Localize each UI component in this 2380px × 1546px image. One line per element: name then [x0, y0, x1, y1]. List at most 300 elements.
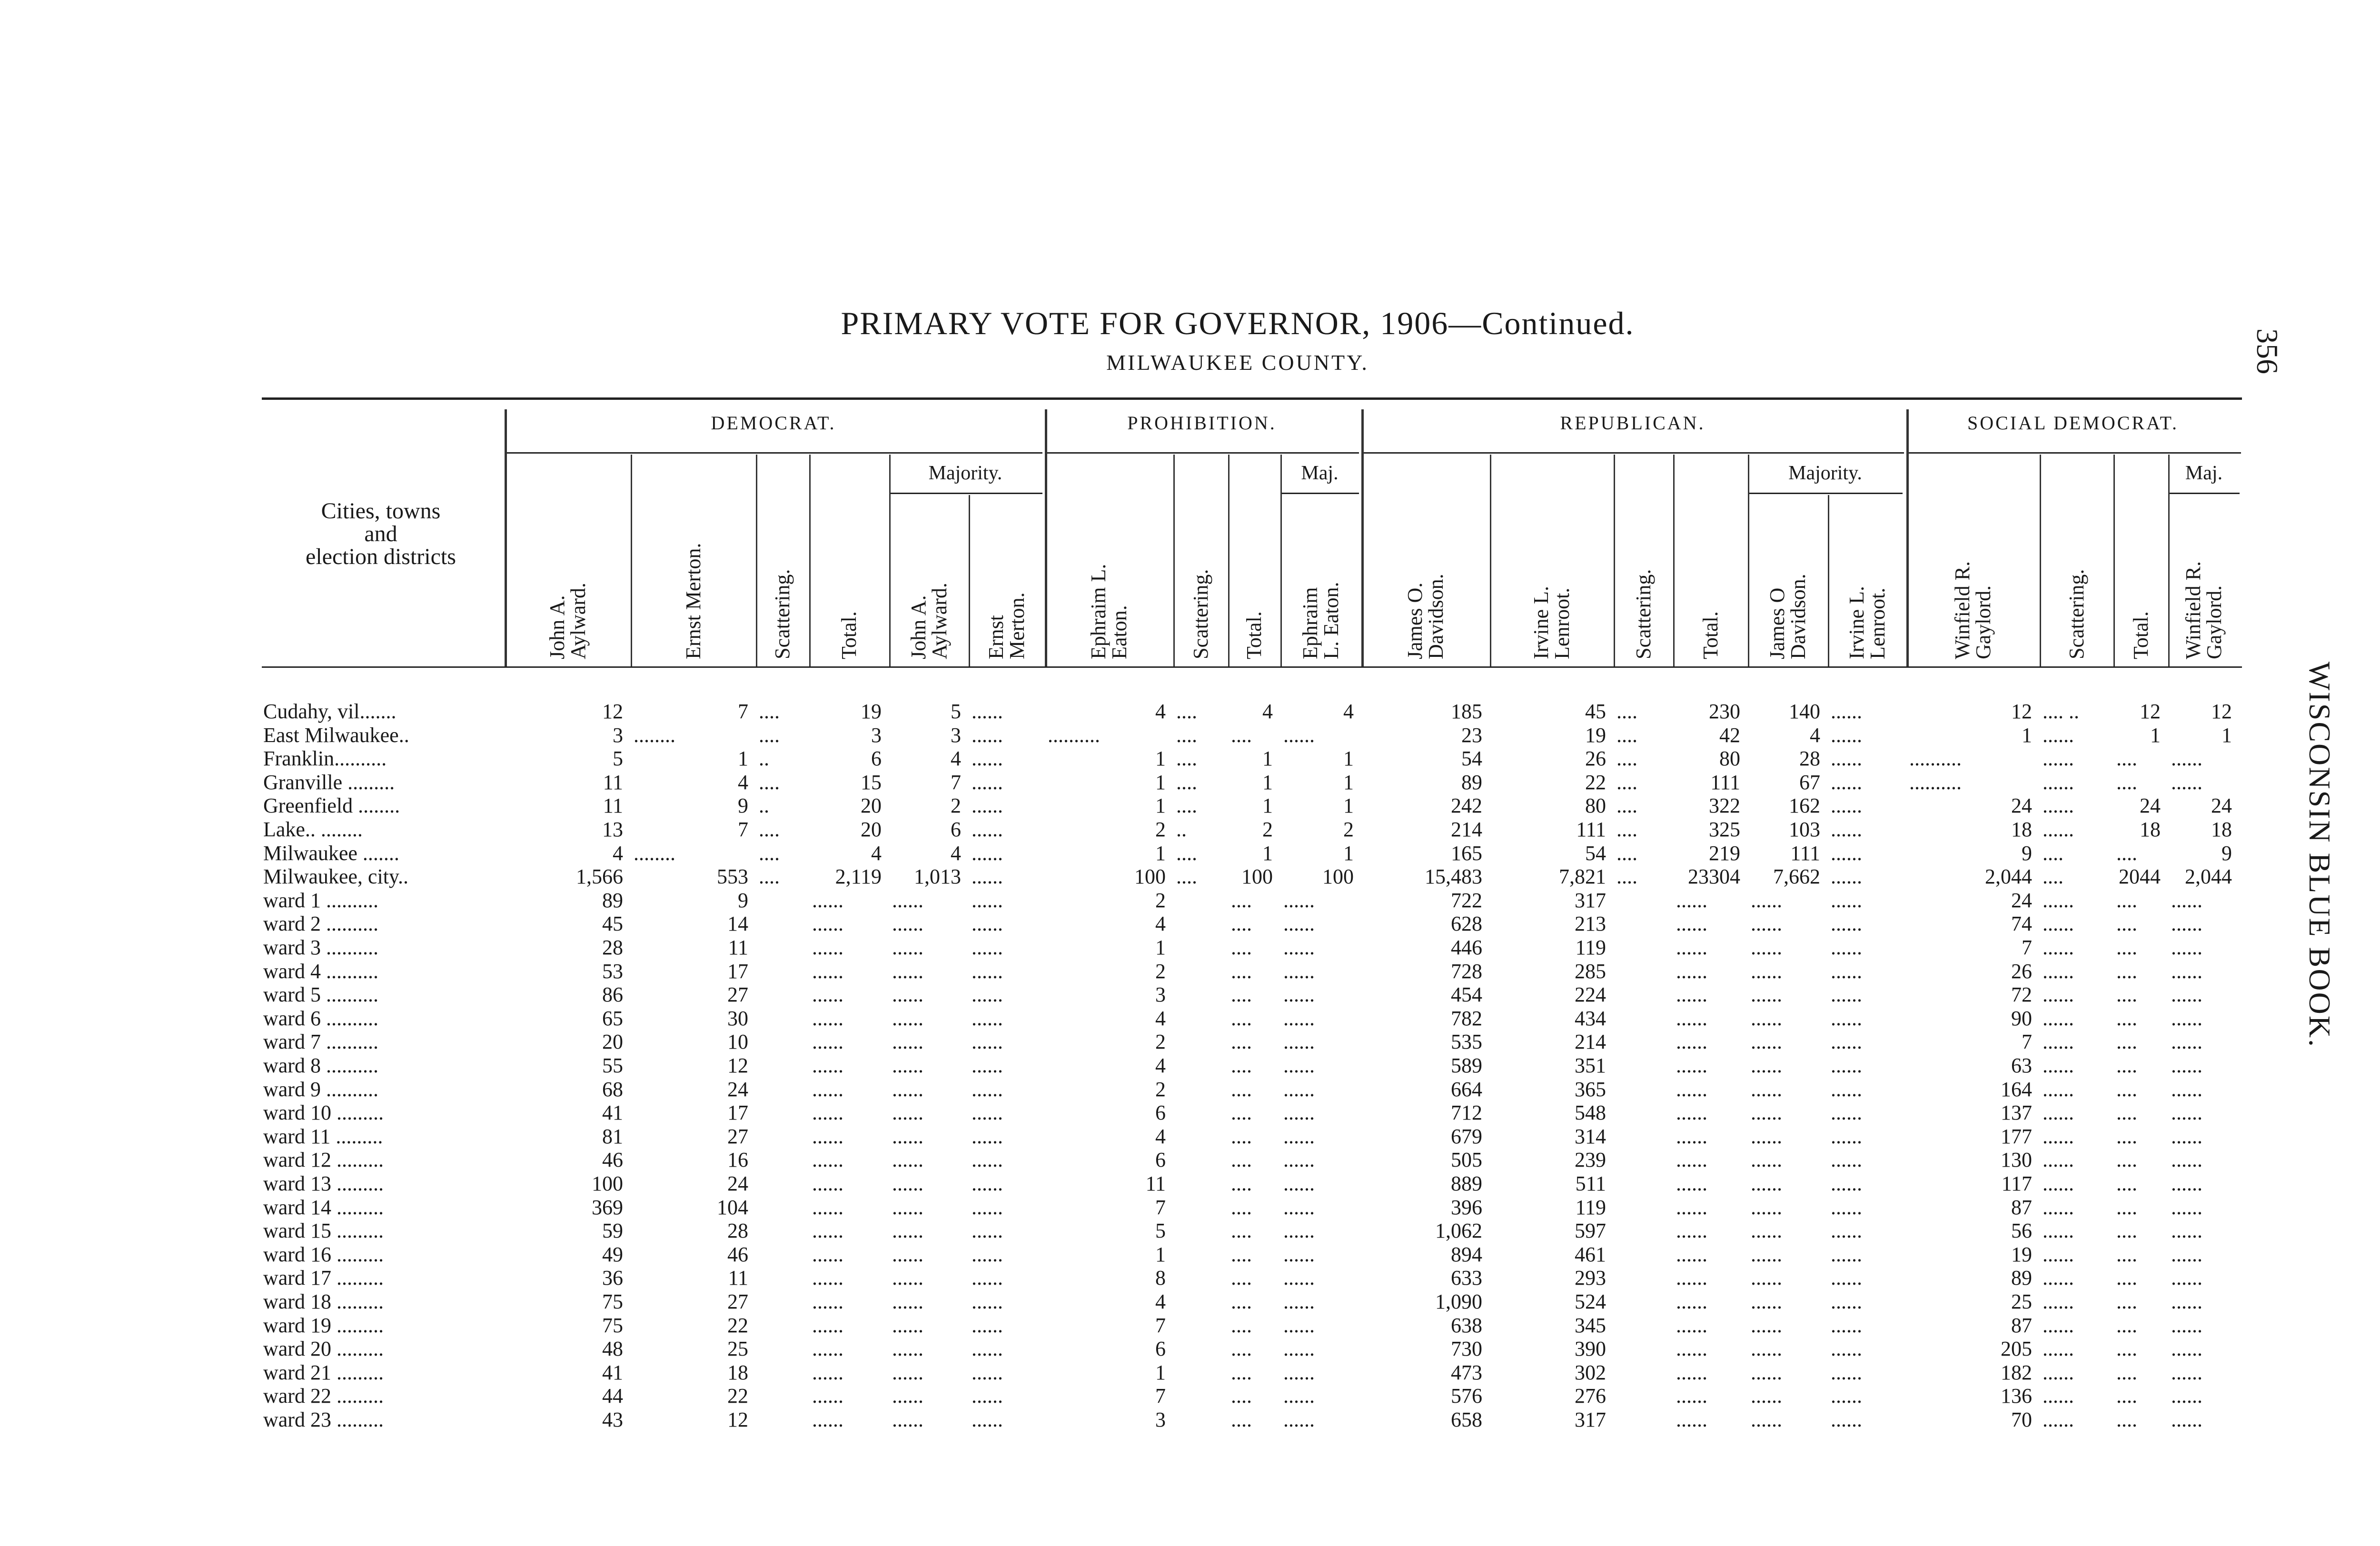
party-social-democrat: SOCIAL DEMOCRAT.: [1967, 412, 2179, 434]
majority-rep: Majority.: [1788, 462, 1862, 484]
column-header-line: Winfield R.: [1951, 561, 1974, 659]
table-cell: 75: [602, 1290, 623, 1313]
table-cell: ....: [2116, 912, 2137, 936]
table-cell: ....: [1231, 1054, 1252, 1077]
table-cell: 2: [1343, 818, 1354, 841]
table-cell: ......: [812, 888, 843, 912]
table-cell: ......: [812, 959, 843, 983]
table-cell: ......: [972, 1054, 1003, 1077]
table-cell: 28: [727, 1219, 748, 1243]
table-cell: 314: [1575, 1124, 1606, 1148]
table-cell: 182: [2001, 1360, 2032, 1384]
row-label: ward 5 ..........: [263, 983, 378, 1007]
table-cell: ......: [2171, 959, 2202, 983]
table-cell: 15,483: [1425, 865, 1482, 889]
column-header-line: Winfield R.: [2182, 561, 2205, 659]
table-cell: 5: [1155, 1219, 1166, 1243]
table-cell: ........: [634, 723, 675, 747]
table-cell: 276: [1575, 1384, 1606, 1408]
table-cell: ......: [1831, 959, 1862, 983]
table-cell: 317: [1575, 888, 1606, 912]
table-cell: ......: [972, 1337, 1003, 1361]
column-header: [2066, 569, 2087, 659]
table-cell: ..: [759, 747, 769, 771]
table-cell: ......: [1283, 1266, 1315, 1290]
table-cell: 6: [1155, 1101, 1166, 1125]
table-cell: ......: [1283, 1242, 1315, 1266]
table-cell: 1: [1343, 747, 1354, 771]
table-cell: ......: [1831, 1124, 1862, 1148]
table-cell: 1: [1262, 747, 1273, 771]
table-cell: 137: [2001, 1101, 2032, 1125]
table-cell: 12: [602, 700, 623, 723]
table-cell: ....: [2116, 1219, 2137, 1243]
table-cell: 2: [1155, 888, 1166, 912]
table-cell: ......: [1831, 1242, 1862, 1266]
table-cell: ....: [2116, 1054, 2137, 1077]
table-cell: ......: [1831, 1172, 1862, 1195]
column-header-line: Eaton.: [1108, 605, 1131, 659]
table-cell: 524: [1575, 1290, 1606, 1313]
table-cell: ......: [972, 1384, 1003, 1408]
row-label: ward 6 ..........: [263, 1006, 378, 1030]
table-cell: ......: [1831, 1054, 1862, 1077]
table-cell: 87: [2011, 1313, 2032, 1337]
table-cell: ......: [1283, 1006, 1315, 1030]
column-divider: [1490, 455, 1491, 666]
column-divider: [756, 455, 757, 666]
table-cell: ....: [1231, 1006, 1252, 1030]
table-cell: ......: [1283, 1408, 1315, 1431]
table-cell: ......: [1283, 983, 1315, 1007]
row-label: Cudahy, vil.......: [263, 700, 397, 723]
table-cell: 728: [1451, 959, 1482, 983]
table-cell: 9: [738, 888, 748, 912]
table-cell: ......: [1283, 1124, 1315, 1148]
table-cell: ......: [1283, 1195, 1315, 1219]
table-cell: 214: [1575, 1030, 1606, 1054]
table-cell: 230: [1709, 700, 1740, 723]
table-cell: 446: [1451, 936, 1482, 959]
table-cell: ....: [2116, 1006, 2137, 1030]
table-cell: 1: [1343, 794, 1354, 818]
row-label: ward 2 ..........: [263, 912, 378, 936]
table-cell: 70: [2011, 1408, 2032, 1431]
table-cell: 24: [2211, 794, 2232, 818]
table-cell: ......: [892, 936, 923, 959]
table-cell: ......: [2043, 1124, 2074, 1148]
table-cell: ......: [2171, 1337, 2202, 1361]
table-cell: 1: [1343, 841, 1354, 865]
table-cell: 365: [1575, 1077, 1606, 1101]
table-cell: ......: [812, 1313, 843, 1337]
table-cell: 24: [2011, 794, 2032, 818]
table-cell: 20: [602, 1030, 623, 1054]
table-cell: ......: [2043, 1266, 2074, 1290]
table-cell: 6: [951, 818, 961, 841]
table-cell: 889: [1451, 1172, 1482, 1195]
table-cell: 1,013: [914, 865, 961, 889]
table-cell: ......: [812, 1077, 843, 1101]
table-cell: 103: [1789, 818, 1820, 841]
table-cell: 10: [727, 1030, 748, 1054]
table-cell: ......: [2043, 1101, 2074, 1125]
table-cell: 23: [1461, 723, 1482, 747]
table-cell: ....: [1231, 888, 1252, 912]
table-cell: 18: [2011, 818, 2032, 841]
table-cell: ......: [1283, 1384, 1315, 1408]
table-cell: ......: [1751, 1006, 1782, 1030]
table-cell: ....: [1616, 818, 1637, 841]
row-label: Franklin..........: [263, 747, 387, 771]
table-cell: ......: [2043, 1313, 2074, 1337]
table-cell: ......: [892, 1101, 923, 1125]
table-cell: 1: [1155, 936, 1166, 959]
table-cell: 205: [2001, 1337, 2032, 1361]
table-cell: 87: [2011, 1195, 2032, 1219]
table-cell: 43: [602, 1408, 623, 1431]
table-cell: ......: [812, 1219, 843, 1243]
table-cell: ....: [1231, 959, 1252, 983]
table-cell: ......: [812, 1266, 843, 1290]
column-divider: [1173, 455, 1175, 666]
table-cell: 25: [2011, 1290, 2032, 1313]
table-cell: ......: [972, 700, 1003, 723]
table-cell: ....: [1231, 983, 1252, 1007]
table-cell: ......: [972, 841, 1003, 865]
table-cell: 111: [1576, 818, 1606, 841]
table-cell: ......: [812, 1337, 843, 1361]
table-cell: ......: [2043, 770, 2074, 794]
column-header-line: Scattering.: [1189, 569, 1212, 659]
table-cell: 1,090: [1435, 1290, 1482, 1313]
table-cell: 4: [1155, 912, 1166, 936]
table-cell: 548: [1575, 1101, 1606, 1125]
table-cell: 4: [738, 770, 748, 794]
table-cell: 74: [2011, 912, 2032, 936]
table-cell: ......: [1283, 1360, 1315, 1384]
table-cell: ......: [2043, 1384, 2074, 1408]
column-header-line: Aylward.: [927, 583, 951, 659]
column-header-line: Ephraim L.: [1087, 564, 1110, 659]
table-cell: 7: [738, 700, 748, 723]
table-cell: 730: [1451, 1337, 1482, 1361]
table-cell: 11: [728, 1266, 748, 1290]
table-cell: 434: [1575, 1006, 1606, 1030]
table-cell: ......: [2171, 1242, 2202, 1266]
table-cell: ......: [1283, 1313, 1315, 1337]
table-cell: ......: [1676, 1195, 1707, 1219]
table-cell: ......: [2171, 1006, 2202, 1030]
table-cell: ......: [892, 1384, 923, 1408]
table-cell: ......: [892, 1148, 923, 1172]
row-label: ward 15 .........: [263, 1219, 384, 1243]
table-cell: 242: [1451, 794, 1482, 818]
table-cell: ......: [1831, 1266, 1862, 1290]
table-cell: 24: [2140, 794, 2161, 818]
table-cell: 633: [1451, 1266, 1482, 1290]
table-cell: ......: [1831, 1030, 1862, 1054]
table-cell: 1: [1155, 770, 1166, 794]
table-cell: 22: [727, 1384, 748, 1408]
table-cell: ......: [1751, 1242, 1782, 1266]
table-cell: ......: [2171, 1195, 2202, 1219]
table-cell: ......: [812, 1408, 843, 1431]
column-divider: [1906, 409, 1909, 666]
table-cell: ......: [1831, 770, 1862, 794]
table-cell: ....: [1231, 1408, 1252, 1431]
rule-majority-pro: [1280, 493, 1359, 494]
table-cell: ....: [1231, 723, 1252, 747]
table-cell: ....: [1231, 1360, 1252, 1384]
table-cell: 597: [1575, 1219, 1606, 1243]
table-cell: 7: [951, 770, 961, 794]
table-cell: ......: [1831, 936, 1862, 959]
column-header: [772, 569, 793, 659]
table-cell: 117: [2001, 1172, 2032, 1195]
table-cell: ....: [1616, 794, 1637, 818]
table-cell: ......: [1751, 1195, 1782, 1219]
column-header: [908, 583, 950, 659]
table-cell: 722: [1451, 888, 1482, 912]
table-cell: 17: [727, 1101, 748, 1125]
table-cell: 345: [1575, 1313, 1606, 1337]
table-cell: 89: [1461, 770, 1482, 794]
table-cell: ......: [2171, 1408, 2202, 1431]
table-cell: 75: [602, 1313, 623, 1337]
table-cell: 27: [727, 1290, 748, 1313]
table-cell: ......: [2171, 1172, 2202, 1195]
table-cell: ......: [2043, 936, 2074, 959]
table-cell: ......: [2171, 1360, 2202, 1384]
table-cell: ......: [972, 1242, 1003, 1266]
table-cell: 23304: [1688, 865, 1740, 889]
table-cell: ......: [972, 1360, 1003, 1384]
table-cell: ....: [1616, 723, 1637, 747]
table-cell: ......: [892, 1054, 923, 1077]
table-cell: ....: [1176, 770, 1197, 794]
table-cell: ......: [892, 1030, 923, 1054]
table-cell: ......: [972, 1172, 1003, 1195]
table-cell: ......: [2171, 1030, 2202, 1054]
table-cell: ......: [1831, 700, 1862, 723]
column-header: [1531, 586, 1573, 659]
header-bottom-rule: [262, 666, 2242, 668]
table-cell: 3: [613, 723, 623, 747]
table-cell: ......: [2171, 1313, 2202, 1337]
row-header: [262, 500, 500, 568]
column-divider: [1045, 409, 1047, 666]
table-cell: 164: [2001, 1077, 2032, 1101]
table-cell: ..: [1176, 818, 1187, 841]
table-cell: ....: [1231, 1030, 1252, 1054]
column-header-line: John A.: [906, 595, 930, 659]
table-cell: 6: [871, 747, 882, 771]
row-label: ward 3 ..........: [263, 936, 378, 959]
table-cell: ....: [1176, 747, 1197, 771]
rule-republican: [1364, 452, 1904, 454]
table-cell: ......: [972, 1290, 1003, 1313]
table-cell: ......: [2043, 723, 2074, 747]
table-cell: ......: [892, 1124, 923, 1148]
table-cell: ......: [972, 1030, 1003, 1054]
table-cell: ......: [2043, 1219, 2074, 1243]
table-cell: 185: [1451, 700, 1482, 723]
table-cell: ....: [2116, 1290, 2137, 1313]
table-cell: 325: [1709, 818, 1740, 841]
column-header-line: Davidson.: [1424, 574, 1448, 659]
table-cell: 22: [1585, 770, 1606, 794]
table-cell: ......: [1831, 1219, 1862, 1243]
table-cell: ....: [2116, 983, 2137, 1007]
column-divider: [1280, 455, 1282, 666]
table-cell: 100: [1322, 865, 1354, 889]
column-header-line: Davidson.: [1786, 574, 1810, 659]
table-cell: 111: [1790, 841, 1820, 865]
column-header-line: Scattering.: [771, 569, 794, 659]
table-cell: ....: [1616, 841, 1637, 865]
table-cell: ....: [1231, 1290, 1252, 1313]
table-cell: ....: [1176, 841, 1197, 865]
table-cell: 505: [1451, 1148, 1482, 1172]
table-cell: ......: [1751, 1124, 1782, 1148]
table-cell: 111: [1710, 770, 1740, 794]
row-label: Granville .........: [263, 770, 395, 794]
table-cell: ......: [1676, 1124, 1707, 1148]
column-header-line: Ephraim: [1299, 587, 1322, 659]
table-cell: 19: [861, 700, 882, 723]
table-cell: ....: [1231, 1172, 1252, 1195]
column-header: [1405, 574, 1447, 659]
column-header: [1767, 574, 1809, 659]
row-label: ward 12 .........: [263, 1148, 384, 1172]
table-cell: ....: [2116, 1242, 2137, 1266]
table-cell: ......: [1751, 983, 1782, 1007]
table-cell: ......: [1751, 936, 1782, 959]
table-cell: 89: [2011, 1266, 2032, 1290]
table-cell: ......: [812, 1124, 843, 1148]
table-cell: 7: [1155, 1313, 1166, 1337]
table-cell: 6: [1155, 1337, 1166, 1361]
table-cell: ......: [1831, 1360, 1862, 1384]
table-cell: 1: [2022, 723, 2032, 747]
table-cell: ....: [2043, 841, 2063, 865]
table-cell: ......: [812, 1006, 843, 1030]
table-cell: ......: [972, 959, 1003, 983]
row-header-line: Cities, towns: [321, 498, 441, 524]
table-cell: ......: [812, 983, 843, 1007]
table-cell: ......: [972, 1077, 1003, 1101]
table-cell: 4: [1155, 1054, 1166, 1077]
table-cell: 119: [1575, 1195, 1606, 1219]
table-cell: ......: [1283, 959, 1315, 983]
table-cell: ......: [1751, 959, 1782, 983]
rule-majority-dem: [889, 493, 1042, 494]
table-cell: ......: [1283, 1290, 1315, 1313]
table-cell: ....: [1616, 700, 1637, 723]
column-header-line: Total.: [1242, 611, 1266, 659]
table-cell: ....: [1231, 1077, 1252, 1101]
table-cell: 44: [602, 1384, 623, 1408]
table-cell: ......: [812, 1195, 843, 1219]
table-cell: ......: [2171, 1124, 2202, 1148]
table-cell: 54: [1461, 747, 1482, 771]
column-divider: [1748, 455, 1749, 666]
table-cell: ....: [1176, 794, 1197, 818]
row-label: ward 4 ..........: [263, 959, 378, 983]
column-header-line: Ernst: [984, 615, 1008, 659]
table-cell: 5: [613, 747, 623, 771]
table-cell: ....: [2116, 1266, 2137, 1290]
table-cell: ......: [972, 770, 1003, 794]
table-cell: ......: [1676, 1030, 1707, 1054]
majority-pro: Maj.: [1301, 462, 1339, 484]
table-cell: 2,119: [835, 865, 882, 889]
column-divider: [1828, 495, 1829, 666]
table-cell: ......: [2043, 794, 2074, 818]
table-cell: 1: [1155, 1242, 1166, 1266]
column-header: [1088, 564, 1130, 659]
table-cell: ......: [1751, 1101, 1782, 1125]
column-header: [2183, 561, 2225, 659]
table-cell: 1: [1262, 841, 1273, 865]
table-cell: 2: [1262, 818, 1273, 841]
table-cell: ......: [972, 865, 1003, 889]
table-cell: ......: [812, 1030, 843, 1054]
table-cell: ....: [2116, 841, 2137, 865]
table-cell: 461: [1575, 1242, 1606, 1266]
column-header-line: Total.: [1698, 611, 1722, 659]
table-cell: ......: [1283, 1337, 1315, 1361]
table-cell: 9: [2022, 841, 2032, 865]
table-cell: 20: [861, 818, 882, 841]
table-cell: 20: [861, 794, 882, 818]
table-cell: ....: [2116, 747, 2137, 771]
table-cell: ....: [1616, 770, 1637, 794]
table-cell: 317: [1575, 1408, 1606, 1431]
table-cell: 36: [602, 1266, 623, 1290]
table-cell: 27: [727, 1124, 748, 1148]
table-cell: ......: [1676, 912, 1707, 936]
table-cell: 63: [2011, 1054, 2032, 1077]
table-cell: 369: [592, 1195, 623, 1219]
row-label: ward 23 .........: [263, 1408, 384, 1431]
table-cell: ......: [972, 818, 1003, 841]
table-cell: 664: [1451, 1077, 1482, 1101]
table-cell: ..: [759, 794, 769, 818]
table-cell: 12: [727, 1408, 748, 1431]
table-cell: ......: [2043, 1195, 2074, 1219]
table-cell: ......: [972, 1195, 1003, 1219]
table-cell: ......: [892, 888, 923, 912]
table-cell: 4: [951, 747, 961, 771]
table-cell: ....: [759, 818, 780, 841]
table-cell: ......: [2043, 1172, 2074, 1195]
table-cell: 11: [603, 794, 623, 818]
table-cell: 55: [602, 1054, 623, 1077]
table-cell: ....: [2116, 959, 2137, 983]
table-cell: 19: [1585, 723, 1606, 747]
table-cell: 67: [1799, 770, 1820, 794]
table-cell: ......: [1831, 865, 1862, 889]
table-cell: 86: [602, 983, 623, 1007]
table-cell: ......: [972, 1219, 1003, 1243]
table-cell: 1,062: [1435, 1219, 1482, 1243]
table-cell: ....: [2116, 1408, 2137, 1431]
table-cell: 219: [1709, 841, 1740, 865]
row-header-line: and: [364, 521, 397, 546]
document-page: PRIMARY VOTE FOR GOVERNOR, 1906—Continued. MILWAUKEE COUNTY. 356 WISCONSIN BLUE BOOK. DEMOCRAT. PROHIBITION. REPUBLICAN. SOCIAL DEMOCRAT. Majority. Maj. Majority. Maj. Cities, towns and election districts John A. Aylward. Ernst Merton. Scattering. Total. John A. Aylward. Ernst Merton. Ephraim L. Eaton. Scattering. Total. Ephraim L. Eaton. James O. Davidson. Irvine L. Lenroot. Scattering. Total. James O Davidson. Irvine L. Lenroot. Winfield R. Gaylord. Scattering. Total. Winfield R. Gaylord. Cudahy, vil....... 12 7 .... 19 5 ...... 4 .... 4 4 185 45 .... 230 140 ...... 12 .... .. 12 12 East Milwaukee.. 3 ........ .... 3 3 ...... .......... .... .... ...... 23 19 .... 42 4 ...... 1 ...... 1 1 Franklin.......... 5 1 .. 6 4 ...... 1 .... 1 1 54 26 .... 80 28 ...... .......... ...... .... ...... Granville ......... 11 4 .... 15 7 ...... 1 .... 1 1 89 22 .... 111 67 ...... .......... ...... .... ...... Greenfield ........ 11 9 .. 20 2 ...... 1 .... 1 1 242 80 .... 322 162 ...... 24 ...... 24 24 Lake.. ........ 13 7 .... 20 6 ...... 2 .. 2 2 214 111 .... 325 103 ...... 18 ...... 18 18 Milwaukee ....... 4 ........ .... 4 4 ...... 1 .... 1 1 165 54 .... 219 111 ...... 9 .... .... 9 Milwaukee, city.. 1,566 553 .... 2,119 1,013 ...... 100 .... 100 100 15,483 7,821 .... 23304 7,662 ...... 2,044 .... 2044 2,044 ward 1 .......... 89 9 ...... ...... ...... 2 .... ...... 722 317 ...... ...... ...... 24 ...... .... ...... ward 2 .......... 45 14 ...... ...... ...... 4 .... ...... 628 213 ...... ...... ...... 74 ...... .... ...... ward 3 .......... 28 11 ...... ...... ...... 1 .... ...... 446 119 ...... ...... ...... 7 ...... .... ...... ward 4 .......... 53 17 ...... ...... ...... 2 .... ...... 728 285 ...... ...... ...... 26 ...... .... ...... ward 5 .......... 86 27 ...... ...... ...... 3 .... ...... 454 224 ...... ...... ...... 72 ...... .... ...... ward 6 .......... 65 30 ...... ...... ...... 4 .... ...... 782 434 ...... ...... ...... 90 ...... .... ...... ward 7 .......... 20 10 ...... ...... ...... 2 .... ...... 535 214 ...... ...... ...... 7 ...... .... ...... ward 8 .......... 55 12 ...... ...... ...... 4 .... ...... 589 351 ...... ...... ...... 63 ...... .... ...... ward 9 .......... 68 24 ...... ...... ...... 2 .... ...... 664 365 ...... ...... ...... 164 ...... .... ...... ward 10 ......... 41 17 ...... ...... ...... 6 .... ...... 712 548 ...... ...... ...... 137 ...... .... ...... ward 11 ......... 81 27 ...... ...... ...... 4 .... ...... 679 314 ...... ...... ...... 177 ...... .... ...... ward 12 ......... 46 16 ...... ...... ...... 6 .... ...... 505 239 ...... ...... ...... 130 ...... .... ...... ward 13 ......... 100 24 ...... ...... ...... 11 .... ...... 889 511 ...... ...... ...... 117 ...... .... ...... ward 14 ......... 369 104 ...... ...... ...... 7 .... ...... 396 119 ...... ...... ...... 87 ...... .... ...... ward 15 ......... 59 28 ...... ...... ...... 5 .... ...... 1,062 597 ...... ...... ...... 56 ...... .... ...... ward 16 ......... 49 46 ...... ...... ...... 1 .... ...... 894 461 ...... ...... ...... 19 ...... .... ...... ward 17 ......... 36 11 ...... ...... ...... 8 .... ...... 633 293 ...... ...... ...... 89 ...... .... ...... ward 18 ......... 75 27 ...... ...... ...... 4 .... ...... 1,090 524 ...... ...... ...... 25 ...... .... ...... ward 19 ......... 75 22 ...... ...... ...... 7 .... ...... 638 345 ...... ...... ...... 87 ...... .... ...... ward 20 ......... 48 25 ...... ...... ...... 6 .... ...... 730 390 ...... ...... ...... 205 ...... .... ...... ward 21 ......... 41 18 ...... ...... ...... 1 .... ...... 473 302 ...... ...... ...... 182 ...... .... ...... ward 22 ......... 44 22 ...... ...... ...... 7 .... ...... 576 276 ...... ...... ...... 136 ...... .... ...... ward 23 ......... 43 12 ...... ...... ...... 3 .... ...... 658 317 ...... ...... ...... 70 ...... .... ......: [0, 0, 2380, 1546]
